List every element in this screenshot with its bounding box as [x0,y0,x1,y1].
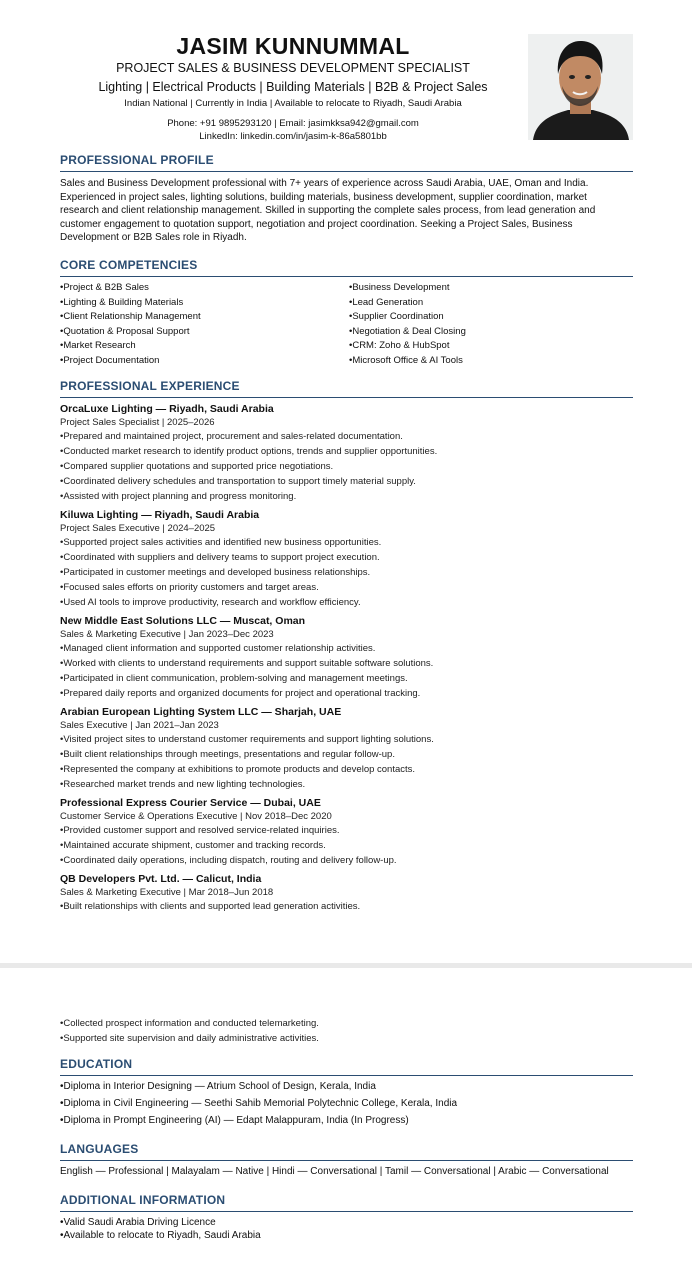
competency-item: • Project & B2B Sales [60,281,201,296]
profile-divider [60,171,633,172]
additional-divider [60,1211,633,1212]
job-bullet: • Coordinated with suppliers and delivery teams to support project execution. [60,550,630,565]
job-entry-qb-developers-continued [60,1016,630,1046]
job-bullet: • Used AI tools to improve productivity, research and workflow efficiency. [60,595,630,610]
job-heading: New Middle East Solutions LLC — Muscat, Oman [60,615,306,627]
profile-section-title: PROFESSIONAL PROFILE [60,153,214,167]
competencies-left-list [60,281,201,368]
job-entry-qb-developers [60,872,630,914]
job-bullet: • Compared supplier quotations and supported price negotiations. [60,459,630,474]
job-bullet: • Collected prospect information and conducted telemarketing. [60,1016,630,1031]
additional-item: • Available to relocate to Riyadh, Saudi Arabia [60,1230,261,1241]
competency-item: • Lighting & Building Materials [60,296,201,311]
education-item: • Diploma in Civil Engineering — Seethi Sahib Memorial Polytechnic College, Kerala, India [60,1098,457,1109]
education-section-title: EDUCATION [60,1057,133,1071]
job-role: Sales & Marketing Executive | Jan 2023–Dec 2023 [60,629,274,640]
job-bullet: • Conducted market research to identify product options, trends and supplier opportunities. [60,444,630,459]
candidate-photo [528,34,633,140]
job-role: Customer Service & Operations Executive | Nov 2018–Dec 2020 [60,811,332,822]
candidate-linkedin-line: LinkedIn: linkedin.com/in/jasim-k-86a5801bb [199,131,387,142]
competency-item: • Lead Generation [349,296,466,311]
job-bullet: • Supported site supervision and daily administrative activities. [60,1031,630,1046]
resume-header [0,0,692,150]
candidate-skills-line: Lighting | Electrical Products | Building Materials | B2B & Project Sales [98,80,488,94]
competency-item: • Quotation & Proposal Support [60,325,201,340]
job-entry-arabian-european [60,705,630,792]
job-bullet: • Researched market trends and new lighting technologies. [60,777,630,792]
job-entry-kiluwa [60,508,630,610]
job-entry-new-middle-east [60,614,630,701]
competencies-right-list [349,281,466,368]
job-bullet: • Represented the company at exhibitions to promote products and develop contacts. [60,762,630,777]
job-bullet: • Worked with clients to understand requirements and support suitable software solutions. [60,656,630,671]
experience-section-title: PROFESSIONAL EXPERIENCE [60,379,240,393]
competency-item: • Business Development [349,281,466,296]
education-item: • Diploma in Prompt Engineering (AI) — Edapt Malappuram, India (In Progress) [60,1115,409,1126]
job-entry-orcaluxe [60,402,630,504]
candidate-subtitle: PROJECT SALES & BUSINESS DEVELOPMENT SPECIALIST [116,61,470,75]
additional-item: • Valid Saudi Arabia Driving Licence [60,1217,216,1228]
job-bullet: • Visited project sites to understand customer requirements and support lighting solutions. [60,732,630,747]
competency-item: • Supplier Coordination [349,310,466,325]
job-heading: Kiluwa Lighting — Riyadh, Saudi Arabia [60,509,260,521]
job-bullet: • Focused sales efforts on priority customers and target areas. [60,580,630,595]
candidate-name: JASIM KUNNUMMAL [176,33,410,59]
competencies-divider [60,276,633,277]
job-bullet: • Coordinated daily operations, including dispatch, routing and delivery follow-up. [60,853,630,868]
experience-divider [60,397,633,398]
additional-section-title: ADDITIONAL INFORMATION [60,1193,226,1207]
job-heading: Arabian European Lighting System LLC — Sharjah, UAE [60,706,342,718]
job-role: Sales & Marketing Executive | Mar 2018–Jun 2018 [60,887,274,898]
education-item: • Diploma in Interior Designing — Atrium School of Design, Kerala, India [60,1081,376,1092]
job-bullet: • Prepared and maintained project, procurement and sales-related documentation. [60,429,630,444]
job-role: Project Sales Executive | 2024–2025 [60,523,216,534]
job-entry-professional-express [60,796,630,868]
job-bullet: • Coordinated delivery schedules and transportation to support timely material supply. [60,474,630,489]
job-bullet: • Participated in customer meetings and developed business relationships. [60,565,630,580]
languages-divider [60,1160,633,1161]
job-bullet: • Provided customer support and resolved service-related inquiries. [60,823,630,838]
languages-section-title: LANGUAGES [60,1142,139,1156]
job-bullet: • Managed client information and supported customer relationship activities. [60,641,630,656]
resume-page-2 [0,968,692,1280]
competency-item: • Negotiation & Deal Closing [349,325,466,340]
job-bullet: • Maintained accurate shipment, customer and tracking records. [60,838,630,853]
languages-list: English — Professional | Malayalam — Native | Hindi — Conversational | Tamil — Conversational | Arabic — Conversational [60,1166,609,1177]
job-bullet: • Built relationships with clients and supported lead generation activities. [60,899,630,914]
job-heading: Professional Express Courier Service — Dubai, UAE [60,797,321,809]
candidate-location-line: Indian National | Currently in India | Available to relocate to Riyadh, Saudi Arabia [124,98,462,109]
competencies-section-title: CORE COMPETENCIES [60,258,198,272]
job-bullet: • Prepared daily reports and organized documents for project and operational tracking. [60,686,630,701]
job-bullet: • Assisted with project planning and progress monitoring. [60,489,630,504]
education-divider [60,1075,633,1076]
competency-item: • Client Relationship Management [60,310,201,325]
competency-item: • Microsoft Office & AI Tools [349,354,466,369]
candidate-contact-line: Phone: +91 9895293120 | Email: jasimkksa942@gmail.com [167,118,419,129]
profile-summary: Sales and Business Development professional with 7+ years of experience across Saudi Arabia, UAE, Oman and India. Experienced in project sales, lighting solutions, building materials, business development, supplier coordination, market research and client relationship management. Skilled in supporting the complete sales process, from lead generation and customer engagement to quotation support, negotiation and project coordination. Seeking a Project Sales, Business Development or B2B Sales role in Riyadh. [60,178,596,243]
job-bullet: • Participated in client communication, problem-solving and management meetings. [60,671,630,686]
job-heading: QB Developers Pvt. Ltd. — Calicut, India [60,873,262,885]
competency-item: • Project Documentation [60,354,201,369]
job-role: Project Sales Specialist | 2025–2026 [60,417,215,428]
job-role: Sales Executive | Jan 2021–Jan 2023 [60,720,219,731]
competency-item: • CRM: Zoho & HubSpot [349,339,466,354]
competency-item: • Market Research [60,339,201,354]
job-bullet: • Built client relationships through meetings, presentations and regular follow-up. [60,747,630,762]
job-heading: OrcaLuxe Lighting — Riyadh, Saudi Arabia [60,403,274,415]
portrait-image [528,34,633,140]
job-bullet: • Supported project sales activities and identified new business opportunities. [60,535,630,550]
